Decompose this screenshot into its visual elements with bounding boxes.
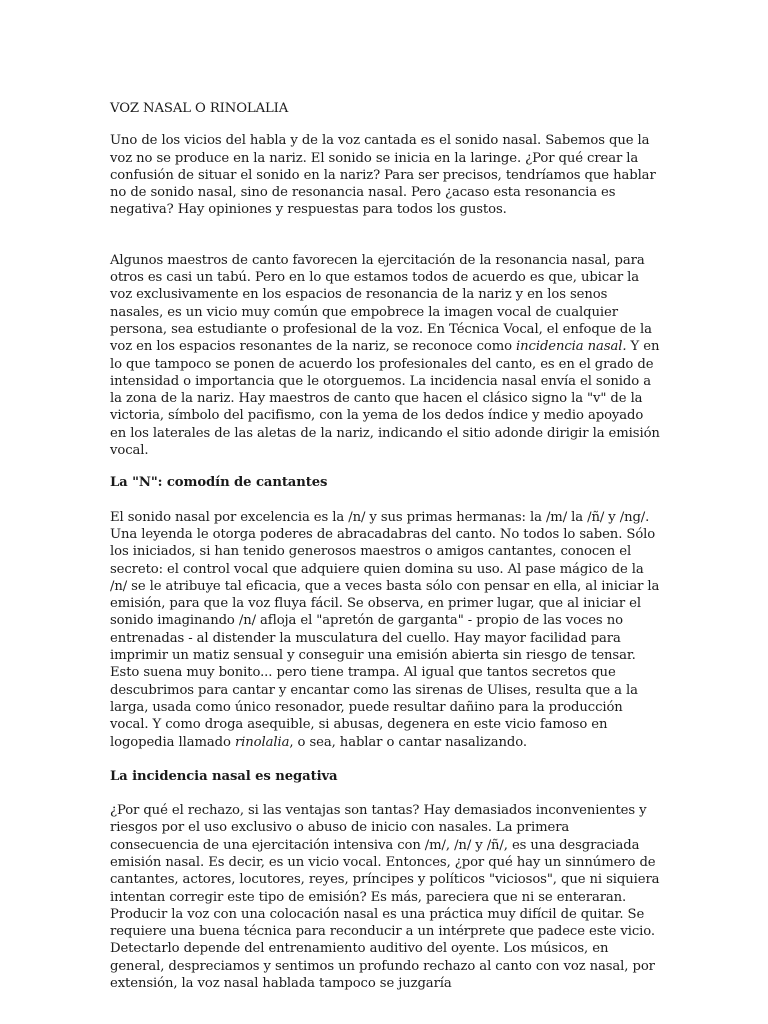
document-page bbox=[110, 100, 660, 992]
paragraph-negative-incidence: ¿Por qué el rechazo, si las ventajas son tantas? Hay demasiados inconvenientes y riesgos por el uso exclusivo o abuso de inicio con nasales. La primera consecuencia de una ejercitación intensiva con /m/, /n/ y /ñ/, es una desgraciada emisión nasal. Es decir, es un vicio vocal. Entonces, ¿por qué hay un sinnúmero de cantantes, actores, locutores, reyes, príncipes y políticos "viciosos", que ni siquiera intentan corregir este tipo de emisión? Es más, pareciera que ni se enteraran. Producir la voz con una colocación nasal es una práctica muy difícil de quitar. Se requiere una buena técnica para reconducir a un intérprete que padece este vicio. Detectarlo depende del entrenamiento auditivo del oyente. Los músicos, en general, despreciamos y sentimos un profundo rechazo al canto con voz nasal, por extensión, la voz nasal hablada tampoco se juzgaría bbox=[110, 803, 660, 992]
section-heading: La incidencia nasal es negativa bbox=[110, 768, 338, 784]
emphasis-term: rinolalia bbox=[234, 734, 290, 750]
section-heading: La "N": comodín de cantantes bbox=[110, 475, 328, 491]
paragraph-text: Algunos maestros de canto favorecen la ejercitación de la resonancia nasal, para otros es casi un tabú. Pero en lo que estamos todos de acuerdo es que, ubicar la voz exclusivamente en los espacios de resonancia de la nariz y en los senos nasales, es un vicio muy común que empobrece la imagen vocal de cualquier persona, sea estudiante o profesional de la voz. En Técnica Vocal, el enfoque de la voz en los espacios resonantes de la nariz, se reconoce como bbox=[110, 252, 652, 355]
paragraph-intro: Uno de los vicios del habla y de la voz cantada es el sonido nasal. Sabemos que la voz no se produce en la nariz. El sonido se inicia en la laringe. ¿Por qué crear la confusión de situar el sonido en la nariz? Para ser precisos, tendríamos que hablar no de sonido nasal, sino de resonancia nasal. Pero ¿acaso esta resonancia es negativa? Hay opiniones y respuestas para todos los gustos. bbox=[110, 133, 656, 218]
emphasis-term: incidencia nasal. bbox=[516, 339, 627, 355]
spacer bbox=[110, 219, 660, 252]
document-title: VOZ NASAL O RINOLALIA bbox=[110, 101, 289, 116]
paragraph-text: Y en lo que tampoco se ponen de acuerdo los profesionales del canto, es en el grado de intensidad o importancia que le otorguemos. La incidencia nasal envía el sonido a la zona de la nariz. Hay maestros de canto que hacen el clásico signo la "v" de la victoria, símbolo del pacifismo, con la yema de los dedos índice y medio apoyado en los laterales de las aletas de la nariz, indicando el sitio adonde dirigir la emisión vocal. bbox=[110, 339, 660, 459]
paragraph-nasal-resonance bbox=[110, 252, 660, 460]
paragraph-text: El sonido nasal por excelencia es la /n/ y sus primas hermanas: la /m/ la /ñ/ y /ng/. Una leyenda le otorga poderes de abracadabras del canto. No todos lo saben. Sólo los iniciados, si han tenido generosos maestros o amigos cantantes, conocen el secreto: el control vocal que adquiere quien domina su uso. Al pase mágico de la /n/ se le atribuye tal eficacia, que a veces basta sólo con pensar en ella, al iniciar la emisión, para que la voz fluya fácil. Se observa, en primer lugar, que al iniciar el sonido imaginando /n/ afloja el "apretón de garganta" - propio de las voces no entrenadas - al distender la musculatura del cuello. Hay mayor facilidad para imprimir un matiz sensual y conseguir una emisión abierta sin riesgo de tensar. Esto suena muy bonito... pero tiene trampa. Al igual que tantos secretos que descubrimos para cantar y encantar como las sirenas de Ulises, resulta que a la larga, usada como único resonador, puede resultar dañino para la producción vocal. Y como droga asequible, si abusas, degenera en este vicio famoso en logopedia llamado bbox=[110, 509, 660, 750]
paragraph-n-sound bbox=[110, 509, 660, 751]
paragraph-text: , o sea, hablar o cantar nasalizando. bbox=[289, 734, 527, 750]
